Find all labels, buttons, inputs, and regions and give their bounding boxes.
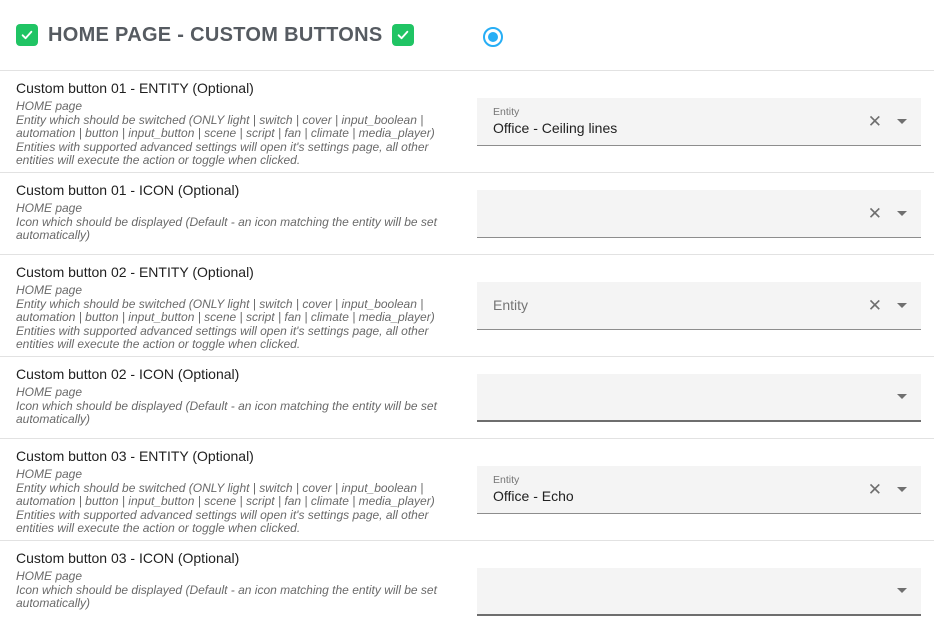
field-icons [868,113,909,130]
chevron-down-icon[interactable] [897,119,907,124]
row-title: Custom button 02 - ENTITY (Optional) [16,264,254,280]
row-text [16,255,463,356]
row-title: Custom button 01 - ENTITY (Optional) [16,80,254,96]
settings-row-button02-icon [0,356,934,438]
settings-row-button03-icon [0,540,934,642]
radio-button-selected[interactable] [483,27,503,47]
field-texts [493,106,617,137]
row-description [16,386,463,427]
entity-select[interactable] [477,466,921,514]
row-text [16,439,463,540]
field-icons [897,588,909,593]
chevron-down-icon[interactable] [897,211,907,216]
clear-icon[interactable]: ✕ [867,203,882,223]
row-text [16,541,463,642]
entity-select[interactable] [477,98,921,146]
icon-select[interactable] [477,374,921,422]
row-text [16,357,463,438]
chevron-down-icon[interactable] [897,303,907,308]
page-title: HOME PAGE - CUSTOM BUTTONS [48,23,383,46]
desc-line: Entities with supported advanced settings will open it's settings page, all other entities will execute the action or toggle when clicked. [16,507,429,535]
chevron-down-icon[interactable] [897,588,907,593]
desc-line: HOME page [16,385,83,399]
field-column [477,541,921,642]
clear-icon[interactable]: ✕ [867,479,882,499]
desc-line: Icon which should be displayed (Default - an icon matching the entity will be set automatically) [16,398,437,426]
field-column [477,71,921,172]
desc-line: Entities with supported advanced settings will open it's settings page, all other entities will execute the action or toggle when clicked. [16,323,429,351]
row-title: Custom button 02 - ICON (Optional) [16,366,240,382]
field-icons [868,205,909,222]
icon-select[interactable] [477,190,921,238]
chevron-down-icon[interactable] [897,394,907,399]
select-value: Office - Ceiling lines [493,119,618,136]
desc-line: Entities with supported advanced settings will open it's settings page, all other entities will execute the action or toggle when clicked. [16,139,429,167]
row-title: Custom button 03 - ICON (Optional) [16,550,240,566]
field-column [477,173,921,254]
settings-row-button01-entity [0,70,934,172]
field-texts [493,474,574,505]
desc-line: HOME page [16,201,83,215]
entity-select[interactable] [477,282,921,330]
select-label: Entity [493,105,520,118]
desc-line: Icon which should be displayed (Default - an icon matching the entity will be set automatically) [16,582,437,610]
select-value: Office - Echo [493,487,574,504]
checked-checkbox-icon[interactable] [16,24,38,46]
row-text [16,71,463,172]
select-label: Entity [493,473,520,486]
row-description [16,570,463,611]
row-description [16,468,463,536]
row-title: Custom button 01 - ICON (Optional) [16,182,240,198]
settings-row-button02-entity [0,254,934,356]
section-header [0,0,934,70]
row-description [16,284,463,352]
desc-line: HOME page [16,467,83,481]
row-description [16,202,463,243]
row-title: Custom button 03 - ENTITY (Optional) [16,448,254,464]
field-icons [868,481,909,498]
checkmark-icon [20,28,34,42]
field-icons [868,297,909,314]
field-icons [897,394,909,399]
row-description [16,100,463,168]
field-column [477,255,921,356]
select-placeholder: Entity [493,297,529,313]
clear-icon[interactable]: ✕ [867,111,882,131]
radio-dot [488,32,498,42]
checkmark-icon [396,28,410,42]
row-text [16,173,463,254]
desc-line: HOME page [16,99,83,113]
desc-line: HOME page [16,569,83,583]
field-column [477,357,921,438]
settings-row-button03-entity [0,438,934,540]
settings-row-button01-icon [0,172,934,254]
desc-line: HOME page [16,283,83,297]
desc-line: Entity which should be switched (ONLY light | switch | cover | input_boolean | automation | button | input_button | scene | script | fan | climate | media_player) [16,296,435,324]
desc-line: Entity which should be switched (ONLY light | switch | cover | input_boolean | automation | button | input_button | scene | script | fan | climate | media_player) [16,480,435,508]
field-column [477,439,921,540]
clear-icon[interactable]: ✕ [867,295,882,315]
checked-checkbox-icon[interactable] [392,24,414,46]
icon-select[interactable] [477,568,921,616]
desc-line: Icon which should be displayed (Default - an icon matching the entity will be set automatically) [16,214,437,242]
desc-line: Entity which should be switched (ONLY light | switch | cover | input_boolean | automation | button | input_button | scene | script | fan | climate | media_player) [16,112,435,140]
chevron-down-icon[interactable] [897,487,907,492]
